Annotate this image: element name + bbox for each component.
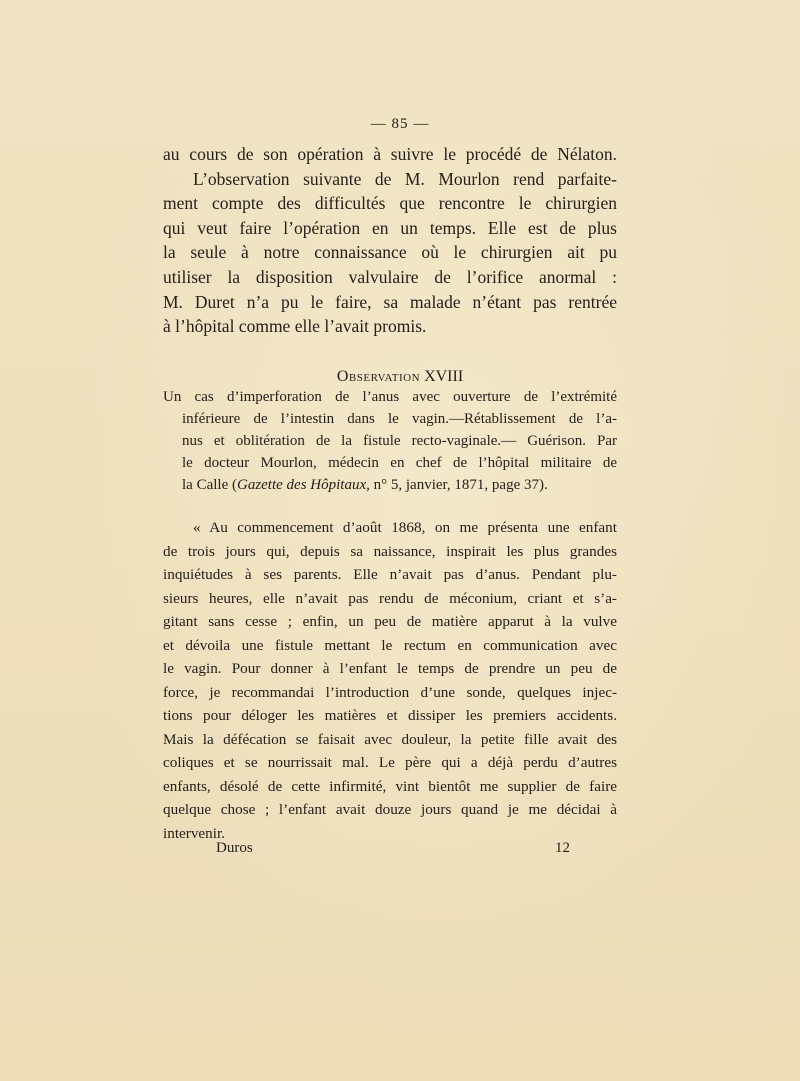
text-line: utiliser la disposition valvulaire de l’orifice anormal : bbox=[163, 266, 617, 287]
quote-line: « Au commencement d’août 1868, on me présenta une enfant bbox=[193, 519, 617, 536]
quote-line: coliques et se nourrissait mal. Le père qui a déjà perdu d’autres bbox=[163, 754, 617, 771]
paragraph-intro bbox=[163, 142, 617, 339]
citation-journal: Gazette des Hôpitaux, bbox=[236, 477, 370, 493]
quote-line: tions pour déloger les matières et dissiper les premiers accidents. bbox=[163, 707, 617, 724]
quote-line: de trois jours qui, depuis sa naissance, inspirait les plus grandes bbox=[163, 542, 617, 560]
summary-line: le docteur Mourlon, médecin en chef de l’hôpital militaire de bbox=[182, 455, 617, 471]
text-line: à l’hôpital comme elle l’avait promis. bbox=[163, 316, 427, 337]
quote-line: inquiétudes à ses parents. Elle n’avait pas d’anus. Pendant plu- bbox=[163, 566, 617, 583]
text-line: la seule à notre connaissance où le chirurgien ait pu bbox=[163, 242, 617, 263]
citation-suffix: n° 5, janvier, 1871, page 37). bbox=[369, 477, 548, 493]
text-line: ment compte des difficultés que rencontre le chirurgien bbox=[163, 193, 617, 214]
text-line: L’observation suivante de M. Mourlon rend parfaite- bbox=[193, 168, 617, 189]
quote-line: enfants, désolé de cette infirmité, vint bientôt me supplier de faire bbox=[163, 777, 617, 795]
quote-line: quelque chose ; l’enfant avait douze jours quand je me décidai à bbox=[163, 801, 617, 818]
text-line: M. Duret n’a pu le faire, sa malade n’étant pas rentrée bbox=[163, 291, 617, 312]
observation-quote bbox=[163, 516, 617, 845]
footer-signature-number: 12 bbox=[555, 840, 570, 856]
citation-prefix: la Calle ( bbox=[182, 477, 237, 493]
observation-heading-label: Observation bbox=[336, 368, 421, 385]
text-line: au cours de son opération à suivre le procédé de Nélaton. bbox=[163, 144, 617, 164]
summary-line: Un cas d’imperforation de l’anus avec ouverture de l’extrémité bbox=[163, 389, 617, 405]
quote-line: gitant sans cesse ; enfin, un peu de matière apparut à la vulve bbox=[163, 613, 617, 630]
observation-summary bbox=[163, 386, 617, 496]
text-line: qui veut faire l’opération en un temps. Elle est de plus bbox=[163, 217, 617, 238]
page-number: — 85 — bbox=[370, 116, 430, 132]
observation-heading bbox=[0, 368, 800, 386]
quote-line: et dévoila une fistule mettant le rectum en communication avec bbox=[163, 636, 617, 654]
summary-line: nus et oblitération de la fistule recto-vaginale.— Guérison. Par bbox=[182, 433, 617, 449]
summary-line: inférieure de l’intestin dans le vagin.—Rétablissement de l’a- bbox=[182, 411, 617, 427]
quote-line: intervenir. bbox=[163, 824, 225, 842]
quote-line: Mais la défécation se faisait avec douleur, la petite fille avait des bbox=[163, 730, 617, 748]
summary-line-citation bbox=[163, 474, 617, 496]
observation-heading-number: XVIII bbox=[424, 368, 464, 385]
quote-line: force, je recommandai l’introduction d’une sonde, quelques injec- bbox=[163, 683, 617, 701]
footer-author: Duros bbox=[216, 840, 253, 856]
quote-line: sieurs heures, elle n’avait pas rendu de méconium, criant et s’a- bbox=[163, 589, 617, 607]
quote-line: le vagin. Pour donner à l’enfant le temps de prendre un peu de bbox=[163, 660, 617, 677]
